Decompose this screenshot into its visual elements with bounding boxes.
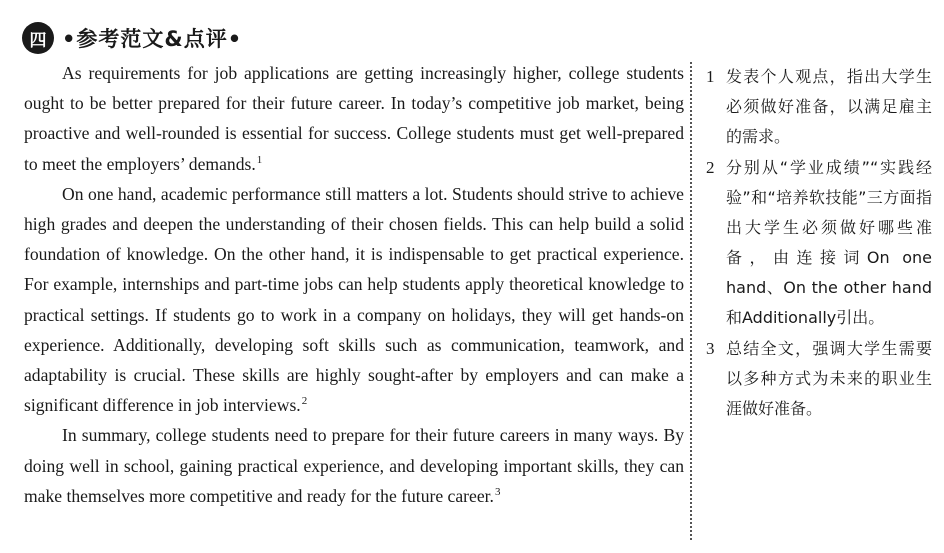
note-text: 总结全文，强调大学生需要以多种方式为未来的职业生涯做好准备。	[726, 339, 932, 418]
note-item-1	[706, 62, 932, 152]
commentary-notes	[706, 62, 932, 425]
essay-paragraph-3	[24, 420, 684, 511]
section-title: •参考范文&点评•	[62, 27, 243, 51]
note-text: 分别从“学业成绩”“实践经验”和“培养软技能”三方面指出大学生必须做好哪些准备，由连接词On one hand、On the other hand和Additionally引出。	[726, 158, 932, 327]
footnote-ref: 3	[494, 485, 501, 498]
note-item-2	[706, 153, 932, 333]
note-number: 1	[706, 67, 715, 86]
dotted-divider	[690, 62, 692, 540]
note-item-3	[706, 334, 932, 424]
paragraph-text: In summary, college students need to prepare for their future careers in many ways. By doing well in school, gaining practical experience, and developing important skills, they can make themselves more competitive and ready for the future career.	[24, 425, 684, 506]
footnote-ref: 1	[256, 153, 263, 166]
paragraph-text: As requirements for job applications are getting increasingly higher, college students ought to be better prepared for their future career. In today’s competitive job market, being proactive and well-rounded is essential for success. College students must get well-prepared to meet the employers’ demands.	[24, 63, 684, 174]
model-essay	[24, 58, 684, 511]
section-badge-icon	[22, 22, 54, 54]
note-number: 2	[706, 158, 715, 177]
badge-glyph: 四	[29, 30, 47, 51]
essay-paragraph-1	[24, 58, 684, 179]
note-text: 发表个人观点，指出大学生必须做好准备，以满足雇主的需求。	[726, 67, 932, 146]
paragraph-text: On one hand, academic performance still matters a lot. Students should strive to achieve high grades and deepen the understanding of their chosen fields. This can help build a solid foundation of knowledge. On the other hand, it is indispensable to get practical experience. For example, internships and part-time jobs can help students apply theoretical knowledge to practical settings. If students go to work in a company on holidays, they will get hands-on experience. Additionally, developing soft skills such as communication, teamwork, and adaptability is crucial. These skills are highly sought-after by employers and can make a significant difference in job interviews.	[24, 183, 684, 416]
section-header	[22, 20, 242, 56]
note-number: 3	[706, 339, 715, 358]
footnote-ref: 2	[301, 395, 308, 408]
essay-paragraph-2	[24, 179, 684, 421]
